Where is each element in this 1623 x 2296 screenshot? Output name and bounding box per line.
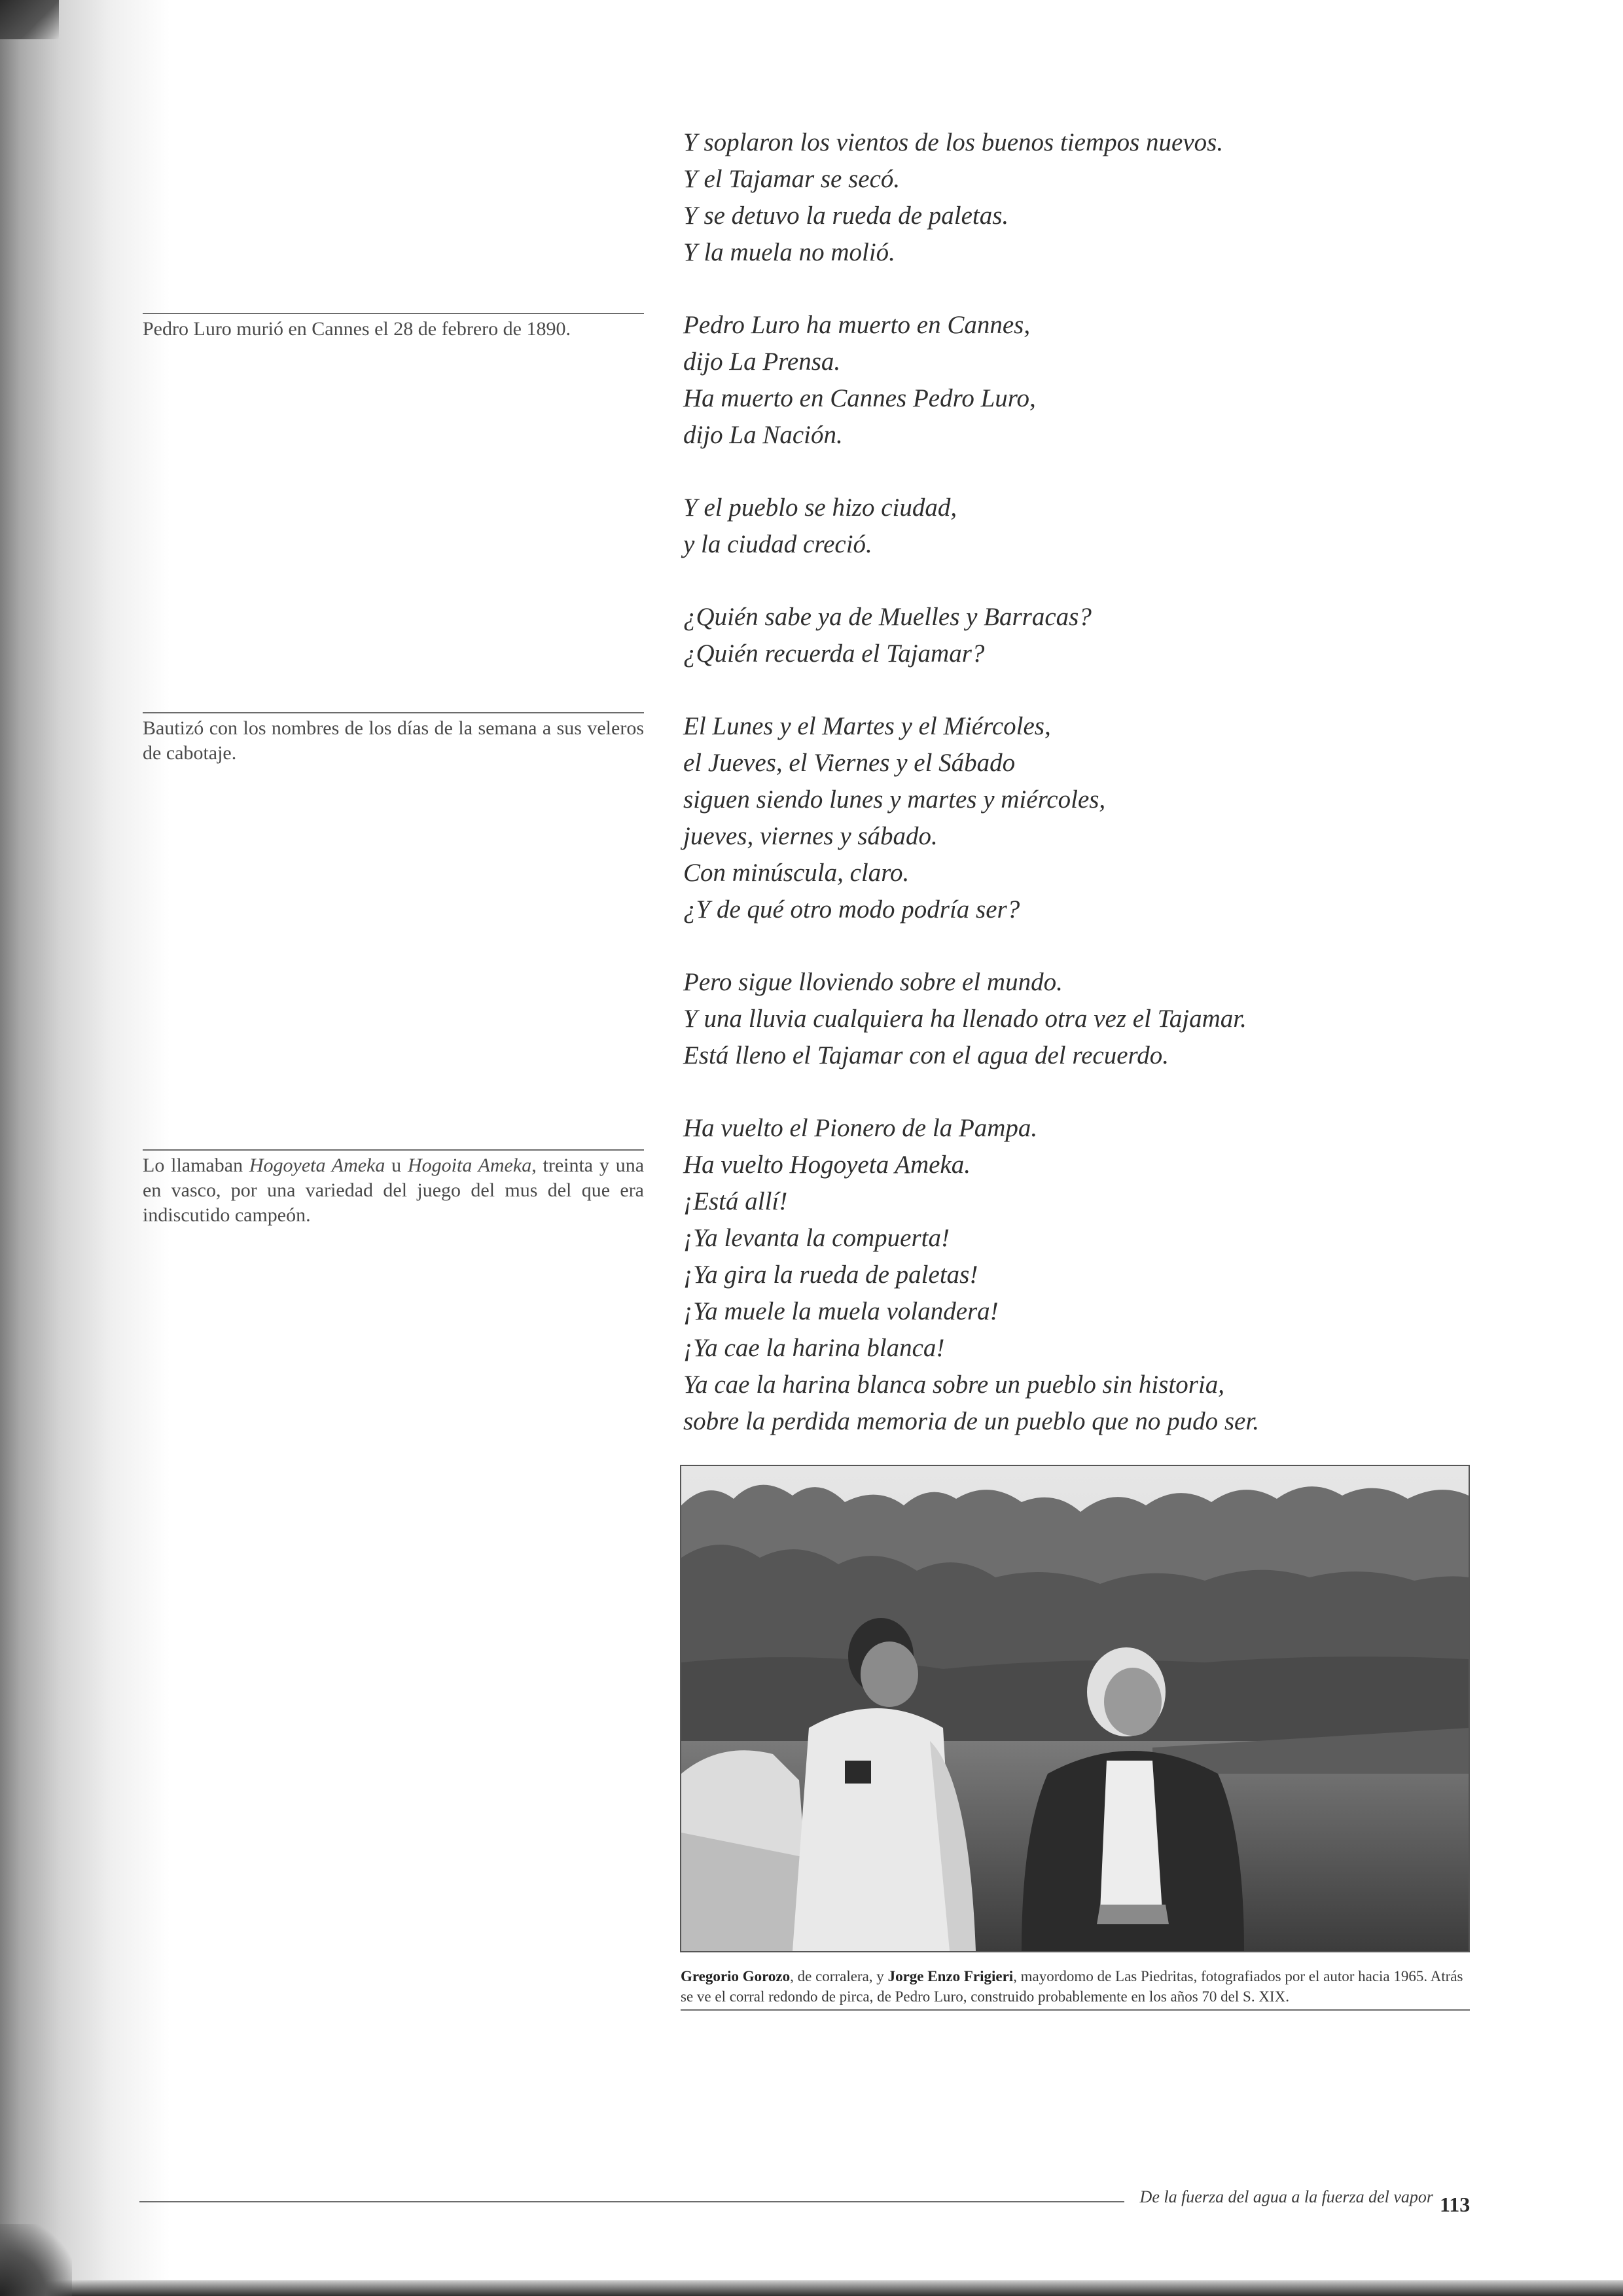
scan-bottom-edge: [0, 2280, 1623, 2296]
poem-line: Y se detuvo la rueda de paletas.: [683, 202, 1009, 230]
poem-stanza: [683, 490, 1501, 563]
poem-line: ¡Ya muele la muela volandera!: [683, 1297, 999, 1325]
margin-note-text: Bautizó con los nombres de los días de la semana a sus veleros de cabotaje.: [143, 717, 644, 764]
poem-line: sobre la perdida memoria de un pueblo que no pudo ser.: [683, 1407, 1259, 1435]
poem-line: ¿Quién sabe ya de Muelles y Barracas?: [683, 603, 1092, 631]
poem-line: jueves, viernes y sábado.: [683, 822, 938, 850]
caption-name-1: Gregorio Gorozo: [681, 1968, 791, 1984]
caption-text: , mayordomo de Las Piedritas, fotografiados por el autor hacia 1965. Atrás se ve el corral redondo de pirca, de Pedro Luro, construido probablemente en los años 70 del S. XIX.: [681, 1968, 1463, 2005]
margin-note-nickname: [143, 1149, 644, 1228]
poem-line: siguen siendo lunes y martes y miércoles,: [683, 785, 1106, 814]
poem-line: ¡Ya cae la harina blanca!: [683, 1334, 945, 1362]
poem-line: y la ciudad creció.: [683, 530, 872, 558]
scan-corner-top: [0, 0, 59, 39]
margin-note-text: Lo llamaban: [143, 1155, 249, 1176]
footer-rule: [139, 2201, 1124, 2202]
poem-column: [683, 124, 1501, 1476]
poem-line: Ha vuelto el Pionero de la Pampa.: [683, 1114, 1038, 1142]
poem-line: Está lleno el Tajamar con el agua del recuerdo.: [683, 1041, 1169, 1069]
poem-line: el Jueves, el Viernes y el Sábado: [683, 749, 1016, 777]
poem-line: dijo La Nación.: [683, 421, 843, 449]
poem-stanza: [683, 708, 1501, 928]
scan-corner-bottom: [0, 2224, 72, 2296]
poem-stanza: [683, 124, 1501, 271]
poem-line: Y la muela no molió.: [683, 238, 895, 266]
poem-stanza: [683, 599, 1501, 672]
poem-line: Pedro Luro ha muerto en Cannes,: [683, 311, 1031, 339]
margin-note-text: Pedro Luro murió en Cannes el 28 de febrero de 1890.: [143, 318, 571, 340]
margin-note-text: u: [385, 1155, 408, 1176]
poem-stanza: [683, 1110, 1501, 1440]
poem-line: Y soplaron los vientos de los buenos tiempos nuevos.: [683, 128, 1224, 156]
page-number: 113: [1440, 2193, 1471, 2216]
photograph: [680, 1465, 1470, 1952]
margin-note-death: [143, 313, 644, 342]
photo-caption: [681, 1966, 1470, 2011]
caption-name-2: Jorge Enzo Frigieri: [887, 1968, 1014, 1984]
photograph-image: [681, 1466, 1469, 1951]
poem-line: Ya cae la harina blanca sobre un pueblo sin historia,: [683, 1371, 1224, 1399]
nickname-1: Hogoyeta Ameka: [249, 1155, 385, 1176]
poem-line: Ha vuelto Hogoyeta Ameka.: [683, 1151, 971, 1179]
margin-note-text: , treinta y una en vasco, por una variedad del juego del mus del que era indiscutido campeón.: [143, 1155, 645, 1226]
poem-stanza: [683, 307, 1501, 454]
running-footer-title: De la fuerza del agua a la fuerza del vapor: [1139, 2187, 1433, 2206]
poem-stanza: [683, 964, 1501, 1074]
poem-line: El Lunes y el Martes y el Miércoles,: [683, 712, 1051, 740]
poem-line: ¿Quién recuerda el Tajamar?: [683, 639, 985, 668]
poem-line: ¿Y de qué otro modo podría ser?: [683, 895, 1020, 924]
poem-line: ¡Ya levanta la compuerta!: [683, 1224, 950, 1252]
margin-note-boats: [143, 712, 644, 766]
poem-line: dijo La Prensa.: [683, 348, 841, 376]
nickname-2: Hogoita Ameka: [407, 1155, 532, 1176]
poem-line: Y el pueblo se hizo ciudad,: [683, 493, 957, 522]
poem-line: ¡Está allí!: [683, 1187, 788, 1215]
poem-line: Pero sigue lloviendo sobre el mundo.: [683, 968, 1063, 996]
poem-line: Ha muerto en Cannes Pedro Luro,: [683, 384, 1036, 412]
poem-line: Y una lluvia cualquiera ha llenado otra vez el Tajamar.: [683, 1005, 1247, 1033]
poem-line: Con minúscula, claro.: [683, 859, 910, 887]
poem-line: ¡Ya gira la rueda de paletas!: [683, 1261, 978, 1289]
poem-line: Y el Tajamar se secó.: [683, 165, 901, 193]
book-gutter-shadow: [0, 0, 170, 2296]
caption-text: , de corralera, y: [790, 1968, 888, 1984]
